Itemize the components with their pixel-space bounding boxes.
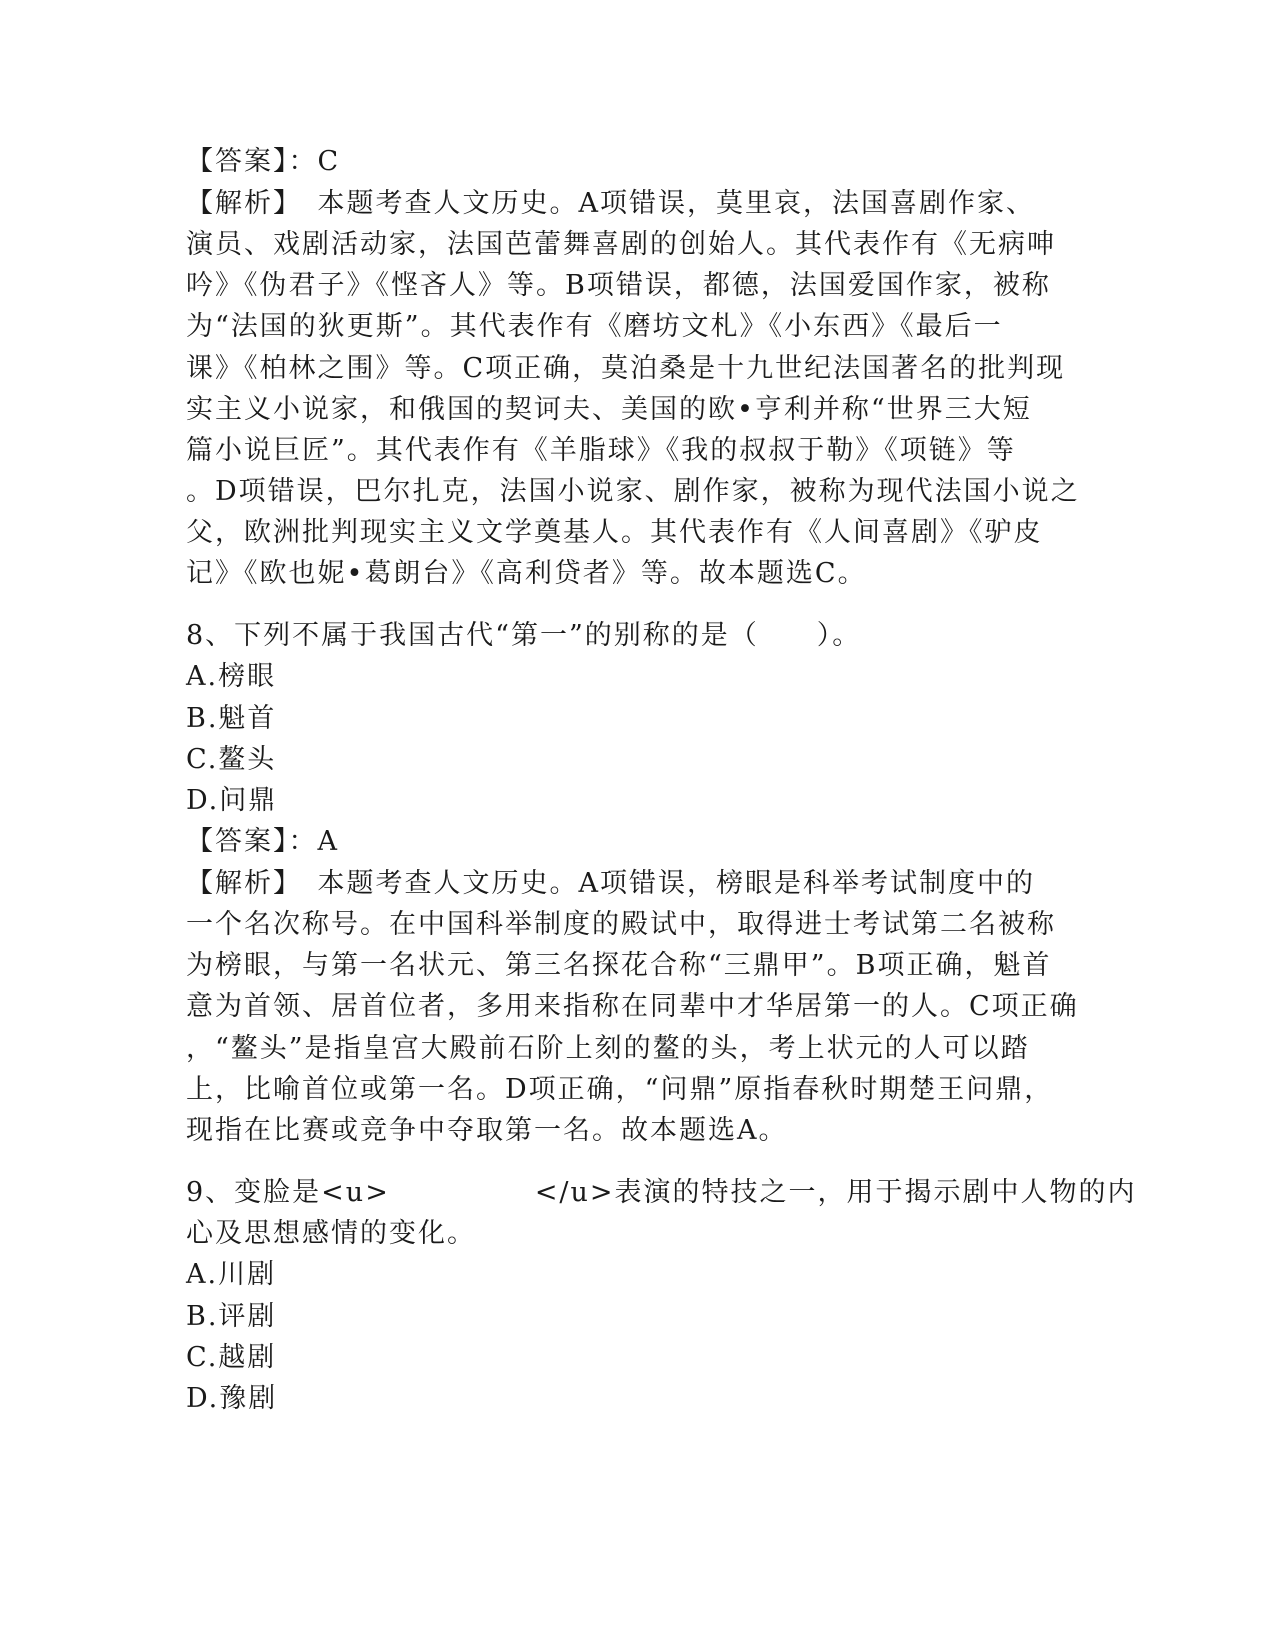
option-a: A.川剧 [186, 1259, 277, 1290]
answer-label: 【答案】：C [186, 146, 341, 177]
analysis-line: 。D项错误，巴尔扎克，法国小说家、剧作家，被称为现代法国小说之 [186, 476, 1080, 507]
analysis-line: 一个名次称号。在中国科举制度的殿试中，取得进士考试第二名被称 [186, 909, 1056, 940]
analysis-line: 课》《柏林之围》等。C项正确，莫泊桑是十九世纪法国著名的批判现 [186, 353, 1066, 384]
question-stem: 8、下列不属于我国古代“第一”的别称的是（ ）。 [186, 620, 862, 651]
analysis-line: 为榜眼，与第一名状元、第三名探花合称“三鼎甲”。B项正确，魁首 [186, 950, 1052, 981]
analysis-line: 现指在比赛或竞争中夺取第一名。故本题选A。 [186, 1115, 788, 1146]
analysis-line: 意为首领、居首位者，多用来指称在同辈中才华居第一的人。C项正确 [186, 991, 1079, 1022]
analysis-line: 【解析】 本题考查人文历史。A项错误，莫里哀，法国喜剧作家、 [186, 188, 1035, 219]
option-b: B.魁首 [186, 703, 277, 734]
analysis-line: 记》《欧也妮•葛朗台》《高利贷者》等。故本题选C。 [186, 558, 867, 589]
option-b: B.评剧 [186, 1301, 277, 1332]
option-c: C.越剧 [186, 1342, 277, 1373]
analysis-line: 【解析】 本题考查人文历史。A项错误，榜眼是科举考试制度中的 [186, 868, 1035, 899]
option-c: C.鳌头 [186, 744, 277, 775]
analysis-line: 父，欧洲批判现实主义文学奠基人。其代表作有《人间喜剧》《驴皮 [186, 517, 1043, 548]
analysis-line: 实主义小说家，和俄国的契诃夫、美国的欧•亨利并称“世界三大短 [186, 394, 1032, 425]
question-stem: 9、变脸是<u> </u>表演的特技之一，用于揭示剧中人物的内 [186, 1177, 1137, 1208]
analysis-line: 演员、戏剧活动家，法国芭蕾舞喜剧的创始人。其代表作有《无病呻 [186, 229, 1056, 260]
analysis-line: 篇小说巨匠”。其代表作有《羊脂球》《我的叔叔于勒》《项链》等 [186, 435, 1016, 466]
question-stem-cont: 心及思想感情的变化。 [186, 1218, 476, 1249]
answer-label: 【答案】：A [186, 826, 339, 857]
analysis-line: 吟》《伪君子》《悭吝人》等。B项错误，都德，法国爱国作家，被称 [186, 270, 1051, 301]
analysis-line: 为“法国的狄更斯”。其代表作有《磨坊文札》《小东西》《最后一 [186, 311, 1003, 342]
analysis-line: ，“鳌头”是指皇宫大殿前石阶上刻的鳌的头，考上状元的人可以踏 [186, 1033, 1030, 1064]
analysis-line: 上，比喻首位或第一名。D项正确，“问鼎”原指春秋时期楚王问鼎， [186, 1074, 1054, 1105]
option-a: A.榜眼 [186, 661, 277, 692]
option-d: D.问鼎 [186, 785, 278, 816]
option-d: D.豫剧 [186, 1383, 278, 1414]
